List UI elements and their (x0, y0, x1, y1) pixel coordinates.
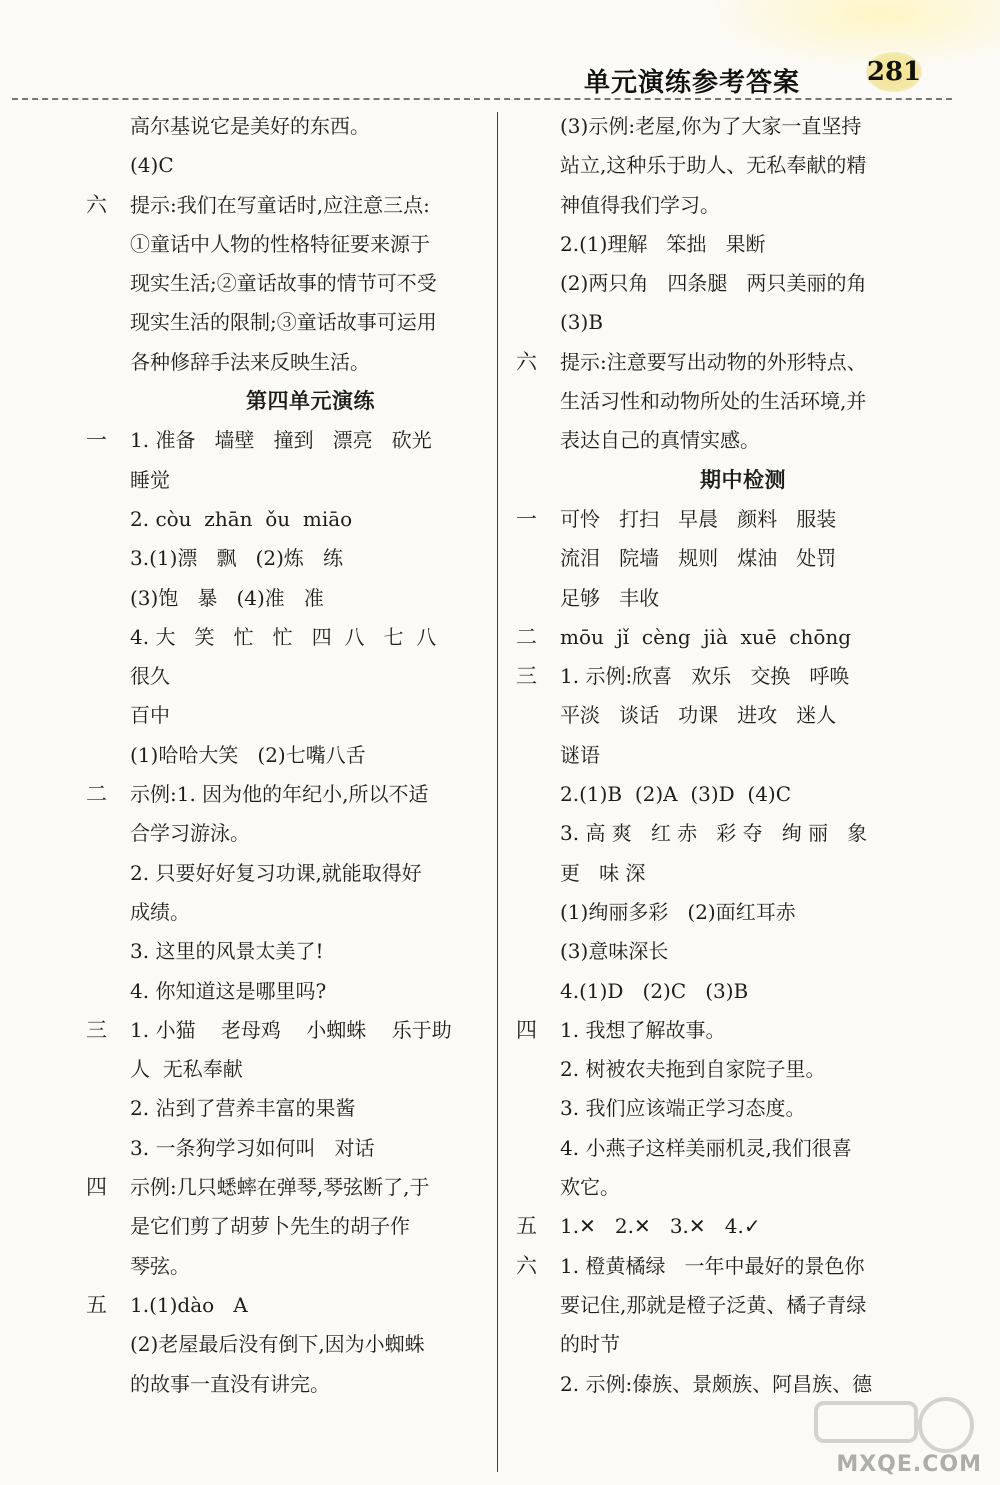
answer-line (86, 854, 491, 893)
answer-line (86, 814, 491, 853)
answer-line (516, 303, 926, 342)
answer-line (86, 1365, 491, 1404)
answer-text: 4. 小燕子这样美丽机灵,我们很喜 (560, 1135, 852, 1160)
answer-text: 流泪 院墙 规则 煤油 处罚 (560, 546, 837, 571)
answer-line (516, 932, 926, 971)
answer-line (86, 579, 491, 618)
question-number: 六 (86, 192, 107, 217)
answer-text: (3)意味深长 (560, 939, 669, 964)
question-number: 五 (516, 1214, 537, 1239)
answer-text: 表达自己的真情实感。 (560, 428, 760, 453)
answer-text: 2. 只要好好复习功课,就能取得好 (130, 860, 422, 885)
answer-text: (1)哈哈大笑 (2)七嘴八舌 (130, 742, 366, 767)
answer-text: 各种修辞手法来反映生活。 (130, 349, 370, 374)
answer-line (86, 421, 491, 460)
section-heading: 期中检测 (700, 467, 786, 492)
answer-text: 1.(1)dào A (130, 1292, 248, 1317)
answer-line (86, 264, 491, 303)
question-number: 五 (86, 1292, 107, 1317)
answer-line (86, 775, 491, 814)
answer-text: 的时节 (560, 1332, 620, 1357)
answer-line (86, 618, 491, 657)
answer-text: 谜语 (560, 742, 600, 767)
answer-text: 琴弦。 (130, 1253, 190, 1278)
answer-line (86, 303, 491, 342)
column-divider (497, 112, 498, 1472)
answer-line (86, 343, 491, 382)
answer-line (86, 461, 491, 500)
answer-line (516, 736, 926, 775)
answer-text: 要记住,那就是橙子泛黄、橘子青绿 (560, 1292, 867, 1317)
question-number: 四 (516, 1017, 537, 1042)
question-number: 六 (516, 349, 537, 374)
section-title: 单元演练参考答案 (583, 68, 800, 98)
answer-line (516, 618, 926, 657)
question-number: 三 (516, 664, 537, 689)
answer-text: 3. 我们应该端正学习态度。 (560, 1096, 806, 1121)
answer-text: 欢它。 (560, 1175, 620, 1200)
answer-line (516, 107, 926, 146)
answer-text: 提示:注意要写出动物的外形特点、 (560, 349, 867, 374)
answer-line (516, 186, 926, 225)
answer-line (86, 186, 491, 225)
answer-text: 很久 (130, 664, 170, 689)
answer-text: 4. 你知道这是哪里吗? (130, 978, 327, 1003)
answer-line (86, 107, 491, 146)
answer-text: 2. còu zhān ǒu miāo (130, 506, 353, 531)
answer-text: 生活习性和动物所处的生活环境,并 (560, 389, 867, 414)
answer-line (86, 1247, 491, 1286)
answer-line (516, 1286, 926, 1325)
answer-line (516, 854, 926, 893)
answer-line (86, 225, 491, 264)
question-number: 二 (86, 782, 107, 807)
answer-line (86, 500, 491, 539)
answer-line (516, 382, 926, 421)
answer-text: 现实生活的限制;③童话故事可运用 (130, 310, 437, 335)
answer-text: 睡觉 (130, 467, 170, 492)
answer-line (86, 972, 491, 1011)
answer-text: (3)示例:老屋,你为了大家一直坚持 (560, 114, 862, 138)
answer-line (86, 932, 491, 971)
answer-text: 1. 准备 墙壁 撞到 漂亮 砍光 (130, 428, 432, 453)
answer-line (86, 1325, 491, 1364)
answer-line (516, 1168, 926, 1207)
answer-line (86, 696, 491, 735)
answer-line (516, 1129, 926, 1168)
answer-text: 1. 我想了解故事。 (560, 1017, 726, 1042)
question-number: 四 (86, 1175, 107, 1200)
answer-text: (2)老屋最后没有倒下,因为小蜘蛛 (130, 1332, 425, 1357)
answer-line (86, 1286, 491, 1325)
answer-line (86, 1089, 491, 1128)
answer-line (516, 657, 926, 696)
answer-text: 示例:1. 因为他的年纪小,所以不适 (130, 782, 429, 807)
answer-text: 合学习游泳。 (130, 821, 250, 846)
answer-line (516, 1011, 926, 1050)
answer-line (516, 539, 926, 578)
question-number: 三 (86, 1017, 107, 1042)
answer-line (86, 1129, 491, 1168)
answer-line (516, 1089, 926, 1128)
answer-text: 神值得我们学习。 (560, 192, 720, 217)
answer-line (516, 814, 926, 853)
right-answer-column (516, 107, 926, 1404)
answer-text: 站立,这种乐于助人、无私奉献的精 (560, 153, 867, 178)
answer-text: 1. 小猫 老母鸡 小蜘蛛 乐于助 (130, 1017, 452, 1042)
header-divider (12, 98, 952, 100)
answer-text: (3)B (560, 310, 604, 335)
answer-line (516, 893, 926, 932)
answer-line (516, 696, 926, 735)
header-glow (700, 0, 1000, 70)
answer-line (86, 657, 491, 696)
answer-text: 2.(1)B (2)A (3)D (4)C (560, 782, 792, 807)
answer-line (516, 500, 926, 539)
answer-line (86, 736, 491, 775)
answer-line (516, 264, 926, 303)
answer-line (86, 1168, 491, 1207)
answer-line (516, 1207, 926, 1246)
answer-text: 高尔基说它是美好的东西。 (130, 114, 370, 138)
watermark-text: MXQE.COM (836, 1452, 982, 1477)
answer-text: (2)两只角 四条腿 两只美丽的角 (560, 271, 867, 296)
answer-text: 的故事一直没有讲完。 (130, 1371, 330, 1396)
answer-text: 3. 高 爽 红 赤 彩 夺 绚 丽 象 (560, 821, 868, 846)
answer-text: 2. 沾到了营养丰富的果酱 (130, 1096, 356, 1121)
question-number: 一 (86, 428, 107, 453)
answer-line (516, 1050, 926, 1089)
page-header (0, 0, 1000, 100)
answer-line (86, 539, 491, 578)
answer-line (516, 579, 926, 618)
answer-text: 2.(1)理解 笨拙 果断 (560, 231, 766, 256)
answer-text: (3)饱 暴 (4)准 准 (130, 585, 324, 610)
answer-text: 成绩。 (130, 899, 190, 924)
answer-line (86, 1207, 491, 1246)
answer-text: ①童话中人物的性格特征要来源于 (130, 231, 430, 256)
answer-text: 平淡 谈话 功课 进攻 迷人 (560, 703, 837, 728)
answer-line (516, 343, 926, 382)
answer-line (516, 1247, 926, 1286)
answer-text: 2. 树被农夫拖到自家院子里。 (560, 1057, 826, 1082)
answer-line (86, 1011, 491, 1050)
question-number: 六 (516, 1253, 537, 1278)
answer-text: 2. 示例:傣族、景颇族、阿昌族、德 (560, 1371, 873, 1396)
answer-text: 足够 丰收 (560, 585, 660, 610)
answer-text: 3. 这里的风景太美了! (130, 939, 324, 964)
answer-text: 4.(1)D (2)C (3)B (560, 978, 749, 1003)
answer-text: 1. 橙黄橘绿 一年中最好的景色你 (560, 1253, 865, 1278)
section-heading: 第四单元演练 (246, 389, 375, 414)
answer-line (516, 972, 926, 1011)
answer-line (516, 1325, 926, 1364)
answer-text: mōu jǐ cèng jià xuē chōng (560, 624, 852, 649)
answer-text: 提示:我们在写童话时,应注意三点: (130, 192, 430, 217)
answer-text: 1. 示例:欣喜 欢乐 交换 呼唤 (560, 664, 850, 689)
answer-line (516, 421, 926, 460)
answer-text: 1.✕ 2.✕ 3.✕ 4.✓ (560, 1214, 761, 1239)
answer-line (516, 146, 926, 185)
answer-text: (4)C (130, 153, 174, 178)
answer-line (516, 775, 926, 814)
answer-text: 示例:几只蟋蟀在弹琴,琴弦断了,于 (130, 1175, 430, 1200)
answer-text: 现实生活;②童话故事的情节可不受 (130, 271, 437, 296)
answer-text: 更 味 深 (560, 860, 646, 885)
answer-line (86, 1050, 491, 1089)
answer-text: (1)绚丽多彩 (2)面红耳赤 (560, 899, 796, 924)
answer-text: 可怜 打扫 早晨 颜料 服装 (560, 506, 837, 531)
answer-text: 是它们剪了胡萝卜先生的胡子作 (130, 1214, 410, 1239)
answer-text: 3.(1)漂 飘 (2)炼 练 (130, 546, 343, 571)
answer-line (516, 225, 926, 264)
page-number: 281 (866, 52, 922, 92)
answer-text: 3. 一条狗学习如何叫 对话 (130, 1135, 375, 1160)
answer-line (86, 146, 491, 185)
question-number: 一 (516, 506, 537, 531)
answer-text: 百中 (130, 703, 170, 728)
answer-line (86, 893, 491, 932)
left-answer-column (86, 107, 491, 1404)
answer-text: 4. 大 笑 忙 忙 四 八 七 八 (130, 624, 437, 649)
question-number: 二 (516, 624, 537, 649)
answer-text: 人 无私奉献 (130, 1057, 243, 1082)
